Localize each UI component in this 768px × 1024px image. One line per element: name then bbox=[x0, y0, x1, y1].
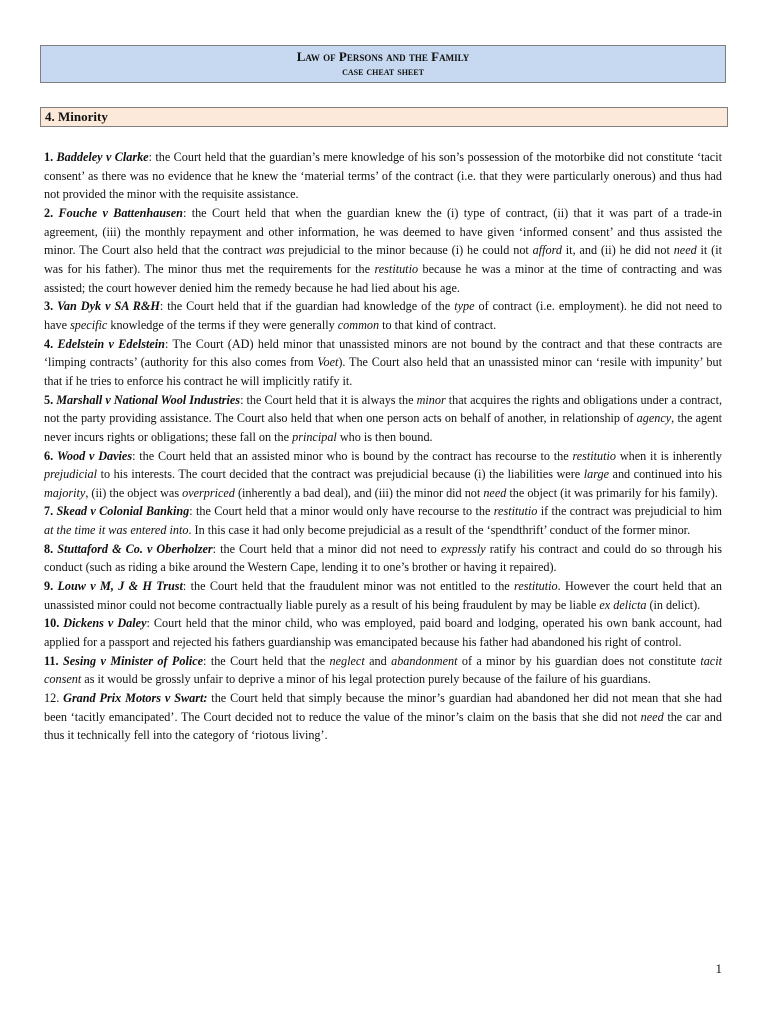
case-text: . In this case it had only become prejudicial as a result of the ‘spendthrift’ conduct of the former minor. bbox=[188, 523, 691, 538]
case-name: Edelstein v Edelstein bbox=[57, 336, 165, 351]
emphasis-text: restitutio bbox=[493, 504, 538, 519]
case-text: : the Court held that when the guardian knew the (i) type of contract, (ii) that it was part of a trade-in agreement, (iii) the monthly repayment and other information, he was deemed to have given ‘informed consent’ and thus assisted the minor. The Court also held that the contract bbox=[44, 205, 722, 258]
case-text: as it would be grossly unfair to deprive a minor of his legal protection purely because of the failure of his guardians. bbox=[81, 672, 651, 687]
case-number: 5. bbox=[44, 392, 57, 407]
case-text: that acquires the rights and obligations under a contract, not the party providing assistance. The Court also held that when one person acts on behalf of another, in relationship of bbox=[44, 392, 723, 426]
case-text: : the Court held that the bbox=[203, 653, 330, 668]
case-text: it (it was for his father). The minor thus met the requirements for the bbox=[44, 243, 722, 276]
case-text: (in delict). bbox=[646, 597, 701, 612]
emphasis-text: afford bbox=[532, 243, 562, 258]
emphasis-text: abandonment bbox=[391, 653, 458, 668]
case-text: the car and thus it technically fell into the category of ‘riotous living’. bbox=[44, 709, 722, 743]
case-text: it, and (ii) he did not bbox=[561, 243, 674, 258]
emphasis-text: tacit consent bbox=[44, 653, 722, 687]
page-number: 1 bbox=[715, 961, 722, 976]
emphasis-text: expressly bbox=[440, 541, 486, 556]
emphasis-text: need bbox=[673, 243, 697, 258]
case-text: ratify his contract and could do so through his conduct (such as riding a bike around the Western Cape, lending it to one’s brother or having it repaired). bbox=[44, 541, 722, 575]
case-entry bbox=[44, 540, 722, 577]
emphasis-text: prejudicial bbox=[44, 467, 98, 482]
case-entry bbox=[44, 614, 722, 651]
case-number: 8. bbox=[44, 541, 58, 556]
emphasis-text: restitutio bbox=[514, 579, 558, 594]
case-entry bbox=[44, 204, 722, 297]
case-name: Louw v M, J & H Trust bbox=[57, 579, 183, 594]
case-text: prejudicial to the minor because (i) he could not bbox=[284, 243, 533, 258]
case-text: , (ii) the object was bbox=[85, 485, 183, 500]
document-title-box bbox=[40, 45, 726, 83]
case-name: Sesing v Minister of Police bbox=[62, 653, 204, 668]
emphasis-text: need bbox=[483, 485, 507, 500]
case-entry bbox=[44, 652, 722, 689]
case-number: 1. bbox=[44, 150, 57, 164]
case-text: (inherently a bad deal), and (iii) the minor did not bbox=[234, 485, 484, 500]
emphasis-text: minor bbox=[416, 392, 446, 407]
case-text: when it is inherently bbox=[616, 448, 723, 463]
emphasis-text: ex delicta bbox=[599, 597, 647, 612]
emphasis-text: specific bbox=[70, 317, 108, 332]
case-name: Skead v Colonial Banking bbox=[56, 504, 190, 519]
section-heading: 4. Minority bbox=[40, 107, 728, 127]
case-text: : the Court held that it is always the bbox=[240, 392, 417, 407]
case-entry bbox=[44, 502, 722, 539]
case-number: 2. bbox=[44, 205, 59, 220]
emphasis-text: at the time it was entered into bbox=[44, 523, 189, 538]
case-text: who is then bound. bbox=[336, 429, 433, 444]
case-entry bbox=[44, 148, 722, 204]
emphasis-text: restitutio bbox=[572, 448, 617, 463]
document-title: Law of Persons and the Family bbox=[296, 49, 470, 64]
case-text: : the Court held that the guardian’s mere knowledge of his son’s possession of the motorbike did not constitute ‘tacit consent’ as there was no evidence that he knew the ‘material terms’ of the contract (i.e. that they were particularly onerous) and thus had not provided the minor with the requisite assistance. bbox=[44, 150, 722, 202]
emphasis-text: neglect bbox=[329, 653, 365, 668]
case-text: and continued into his bbox=[609, 467, 722, 482]
case-name: Wood v Davies bbox=[56, 448, 133, 463]
emphasis-text: Voet bbox=[317, 355, 339, 370]
emphasis-text: agency bbox=[636, 411, 672, 426]
case-entry bbox=[44, 297, 722, 334]
case-number: 6. bbox=[44, 448, 57, 463]
case-text: . However the court held that an unassisted minor could not become contractually liable purely as a result of his being fraudulent by may be liable bbox=[44, 579, 723, 612]
emphasis-text: overpriced bbox=[182, 485, 235, 500]
emphasis-text: type bbox=[454, 299, 475, 314]
case-text: : the Court held that an assisted minor who is bound by the contract has recourse to the bbox=[132, 448, 573, 463]
case-number: 9. bbox=[44, 579, 58, 594]
case-number: 4. bbox=[44, 336, 58, 351]
case-text: of a minor by his guardian does not constitute bbox=[457, 653, 701, 668]
case-name: Grand Prix Motors v Swart: bbox=[63, 691, 208, 706]
case-text: : the Court held that if the guardian had knowledge of the bbox=[159, 299, 455, 314]
case-text: : the Court held that a minor would only have recourse to the bbox=[189, 504, 494, 519]
case-text: if the contract was prejudicial to him bbox=[537, 504, 723, 519]
case-text: ). The Court also held that an unassisted minor can ‘resile with impunity’ but that if he tries to enforce his contract he will implicitly ratify it. bbox=[44, 355, 722, 388]
case-entry bbox=[44, 447, 722, 503]
emphasis-text: large bbox=[583, 467, 609, 482]
case-entry bbox=[44, 335, 722, 391]
case-text: : Court held that the minor child, who was employed, paid board and lodging, operated his own bank account, had applied for a passport and rejected his fathers guardianship was emancipated because his father had abandoned his right of control. bbox=[44, 616, 723, 650]
case-text: to his interests. The court decided that the contract was prejudicial because (i) the liabilities were bbox=[97, 467, 584, 482]
case-number: 12. bbox=[44, 691, 64, 706]
case-number: 3. bbox=[44, 299, 58, 314]
case-text: because he was a minor at the time of contracting and was assisted; the court however denied him the remedy because he had lied about his age. bbox=[44, 261, 722, 295]
case-text: to that kind of contract. bbox=[379, 317, 497, 332]
case-text: , the agent never incurs rights or obligations; these fall on the bbox=[44, 411, 722, 444]
case-number: 11. bbox=[44, 653, 63, 668]
emphasis-text: majority bbox=[44, 485, 86, 500]
case-text: : the Court held that a minor did not need to bbox=[212, 541, 441, 556]
case-name: Marshall v National Wool Industries bbox=[56, 392, 241, 407]
case-text: knowledge of the terms if they were generally bbox=[107, 317, 338, 332]
emphasis-text: common bbox=[337, 317, 380, 332]
document-subtitle: case cheat sheet bbox=[342, 64, 424, 78]
case-entry bbox=[44, 689, 722, 745]
case-text: : the Court held that the fraudulent minor was not entitled to the bbox=[182, 579, 515, 594]
emphasis-text: restitutio bbox=[374, 261, 419, 276]
case-name: Van Dyk v SA R&H bbox=[57, 299, 160, 314]
case-text: the Court held that simply because the minor’s guardian had abandoned her did not mean that she had been ‘tacitly emancipated’. The Court decided not to reduce the value of the minor’s claim on the basis that she did not bbox=[44, 691, 723, 724]
case-text: and bbox=[364, 653, 392, 668]
emphasis-text: need bbox=[640, 709, 664, 724]
case-number: 10. bbox=[44, 616, 64, 631]
case-list bbox=[44, 148, 722, 745]
case-number: 7. bbox=[44, 504, 57, 519]
case-entry bbox=[44, 391, 722, 447]
case-name: Baddeley v Clarke bbox=[56, 150, 149, 164]
case-text: the object (it was primarily for his family). bbox=[506, 485, 718, 500]
case-name: Fouche v Battenhausen bbox=[58, 205, 183, 220]
case-name: Stuttaford & Co. v Oberholzer bbox=[57, 541, 213, 556]
case-entry bbox=[44, 577, 722, 614]
case-name: Dickens v Daley bbox=[63, 616, 147, 631]
case-text: of contract (i.e. employment). he did not need to have bbox=[44, 299, 722, 332]
emphasis-text: principal bbox=[292, 429, 337, 444]
case-text: : The Court (AD) held minor that unassisted minors are not bound by the contract and that these contracts are ‘limping contracts’ (authority for this also comes from bbox=[44, 336, 722, 370]
emphasis-text: was bbox=[265, 243, 285, 258]
